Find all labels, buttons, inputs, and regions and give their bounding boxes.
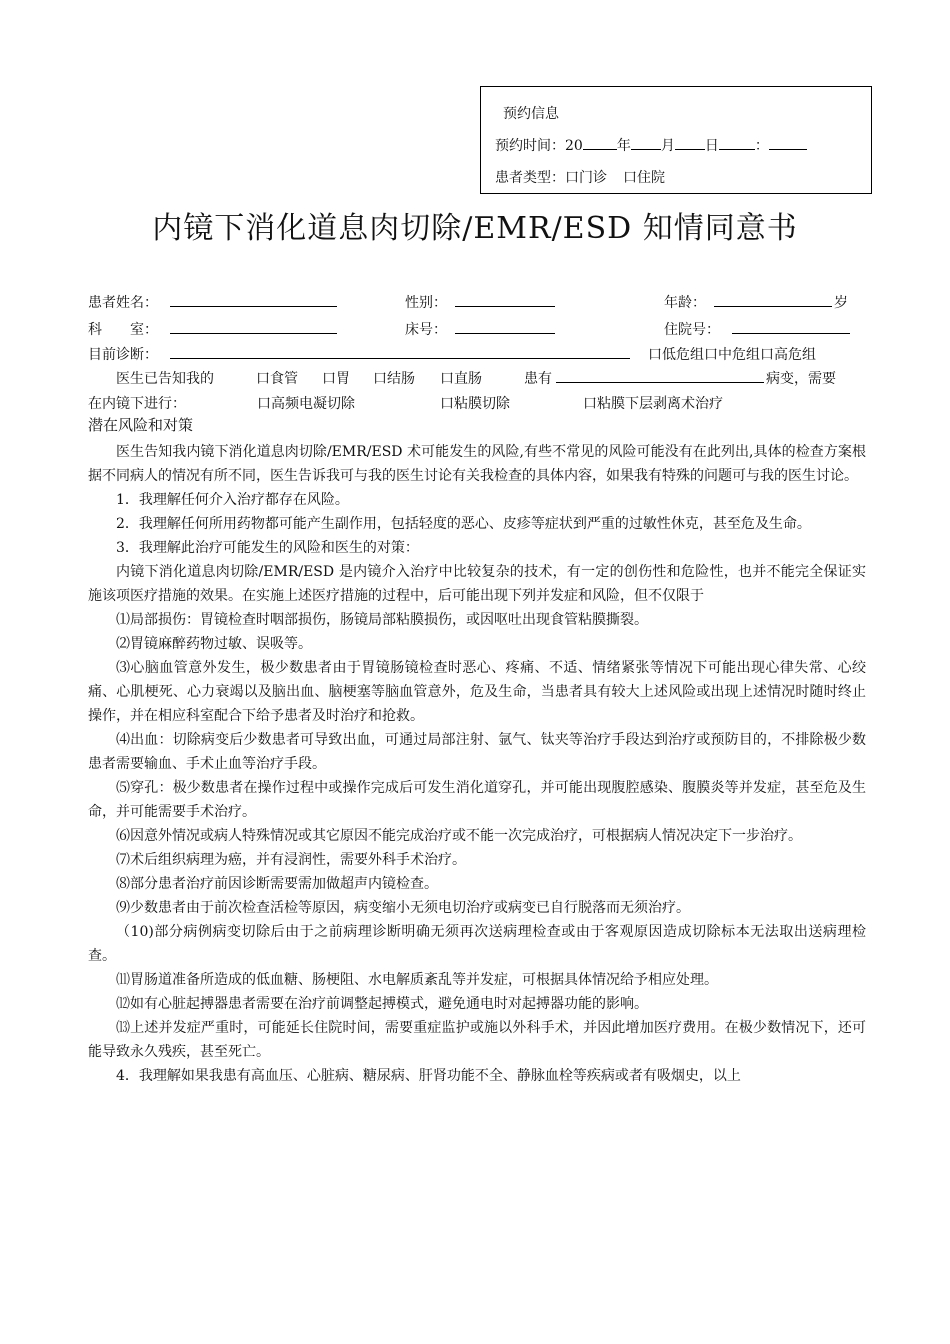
bed-field[interactable]	[455, 333, 555, 334]
day-blank[interactable]	[675, 137, 705, 150]
paragraph: 1．我理解任何介入治疗都存在风险。	[116, 492, 349, 508]
procedure-electrocoag-checkbox[interactable]: 口高频电凝切除	[257, 396, 355, 412]
dept-field[interactable]	[170, 333, 337, 334]
paragraph: ⑻部分患者治疗前因诊断需要需加做超声内镜检查。	[116, 876, 438, 892]
paragraph: ⑶心脑血管意外发生，极少数患者由于胃镜肠镜检查时恶心、疼痛、不适、情绪紧张等情况下可能出现心律失常、心绞痛、心肌梗死、心力衰竭以及脑出血、脑梗塞等脑血管意外，危及生命，当患者具有较大上述风险或出现上述情况时随时终止操作，并在相应科室配合下给予患者及时治疗和抢救。	[88, 660, 866, 724]
paragraph: ⑼少数患者由于前次检查活检等原因，病变缩小无须电切治疗或病变已自行脱落而无须治疗。	[116, 900, 690, 916]
paragraph: ⑿如有心脏起搏器患者需要在治疗前调整起搏模式，避免通电时对起搏器功能的影响。	[116, 996, 648, 1012]
admission-field[interactable]	[732, 333, 850, 334]
admission-label: 住院号：	[664, 322, 720, 338]
paragraph: ⒀上述并发症严重时，可能延长住院时间，需要重症监护或施以外科手术，并因此增加医疗费用。在极少数情况下，还可能导致永久残疾，甚至死亡。	[88, 1020, 866, 1060]
paragraph: 内镜下消化道息肉切除/EMR/ESD 是内镜介入治疗中比较复杂的技术，有一定的创伤性和危险性，也并不能完全保证实施该项医疗措施的效果。在实施上述医疗措施的过程中，后可能出现下列并发症和风险，但不仅限于	[88, 564, 866, 604]
appointment-box	[480, 86, 872, 194]
paragraph: 4．我理解如果我患有高血压、心脏病、糖尿病、肝肾功能不全、静脉血栓等疾病或者有吸烟史，以上	[116, 1068, 741, 1084]
day-label: 日	[704, 138, 719, 154]
risk-body	[88, 440, 866, 1088]
minute-blank[interactable]	[769, 137, 807, 150]
paragraph: 3．我理解此治疗可能发生的风险和医生的对策：	[116, 540, 419, 556]
informed-lead: 医生已告知我的	[116, 371, 214, 387]
paragraph: 医生告知我内镜下消化道息肉切除/EMR/ESD 术可能发生的风险,有些不常见的风险可能没有在此列出,具体的检查方案根据不同病人的情况有所不同，医生告诉我可与我的医生讨论有关我检查的具体内容，如果我有特殊的问题可与我的医生讨论。	[88, 444, 866, 484]
age-label: 年龄：	[664, 295, 706, 311]
appointment-heading: 预约信息	[503, 106, 559, 122]
paragraph: ⑹因意外情况或病人特殊情况或其它原因不能完成治疗或不能一次完成治疗，可根据病人情况决定下一步治疗。	[116, 828, 802, 844]
name-field[interactable]	[170, 306, 337, 307]
age-field[interactable]	[714, 306, 832, 307]
lesion-field[interactable]	[556, 382, 764, 383]
dept-label: 科 室：	[88, 322, 158, 338]
age-unit: 岁	[834, 295, 848, 311]
hour-blank[interactable]	[719, 137, 755, 150]
procedure-esd-checkbox[interactable]: 口粘膜下层剥离术治疗	[583, 396, 723, 412]
month-label: 月	[660, 138, 675, 154]
patient-type-label: 患者类型：	[495, 170, 565, 186]
paragraph: ⑾胃肠道准备所造成的低血糖、肠梗阻、水电解质紊乱等并发症，可根据具体情况给予相应处理。	[116, 972, 718, 988]
diagnosis-label: 目前诊断：	[88, 347, 158, 363]
inpatient-checkbox[interactable]: 口住院	[623, 170, 665, 186]
bed-label: 床号：	[405, 322, 447, 338]
colon-label: ：	[754, 138, 769, 154]
appointment-time-row	[495, 135, 807, 155]
paragraph: ⑸穿孔：极少数患者在操作过程中或操作完成后可发生消化道穿孔，并可能出现腹腔感染、腹膜炎等并发症，甚至危及生命，并可能需要手术治疗。	[88, 780, 866, 820]
month-blank[interactable]	[631, 137, 661, 150]
gender-label: 性别：	[405, 295, 447, 311]
section-title: 潜在风险和对策	[88, 416, 194, 434]
site-esophagus-checkbox[interactable]: 口食管	[256, 371, 298, 387]
appointment-time-label: 预约时间：20	[495, 138, 583, 154]
procedure-emr-checkbox[interactable]: 口粘膜切除	[440, 396, 510, 412]
patient-type-row	[495, 167, 665, 187]
year-label: 年	[616, 138, 631, 154]
paragraph: 2．我理解任何所用药物都可能产生副作用，包括轻度的恶心、皮疹等症状到严重的过敏性休克，甚至危及生命。	[116, 516, 811, 532]
lesion-label: 病变，需要	[766, 371, 836, 387]
document-title: 内镜下消化道息肉切除/EMR/ESD 知情同意书	[152, 211, 798, 246]
proceed-label: 在内镜下进行：	[88, 396, 186, 412]
paragraph: ⑺术后组织病理为癌，并有浸润性，需要外科手术治疗。	[116, 852, 466, 868]
outpatient-checkbox[interactable]: 口门诊	[565, 170, 607, 186]
site-colon-checkbox[interactable]: 口结肠	[373, 371, 415, 387]
paragraph: （10)部分病例病变切除后由于之前病理诊断明确无须再次送病理检查或由于客观原因造成切除标本无法取出送病理检查。	[88, 924, 866, 964]
site-rectum-checkbox[interactable]: 口直肠	[440, 371, 482, 387]
year-blank[interactable]	[583, 137, 617, 150]
suffer-label: 患有	[524, 371, 552, 387]
paragraph: ⑵胃镜麻醉药物过敏、误吸等。	[116, 636, 312, 652]
risk-group-options[interactable]: 口低危组口中危组口高危组	[648, 347, 816, 363]
name-label: 患者姓名：	[88, 295, 158, 311]
paragraph: ⑷出血：切除病变后少数患者可导致出血，可通过局部注射、氩气、钛夹等治疗手段达到治疗或预防目的，不排除极少数患者需要输血、手术止血等治疗手段。	[88, 732, 866, 772]
gender-field[interactable]	[455, 306, 555, 307]
site-stomach-checkbox[interactable]: 口胃	[322, 371, 350, 387]
paragraph: ⑴局部损伤：胃镜检查时咽部损伤，肠镜局部粘膜损伤，或因呕吐出现食管粘膜撕裂。	[116, 612, 648, 628]
diagnosis-field[interactable]	[170, 358, 630, 359]
